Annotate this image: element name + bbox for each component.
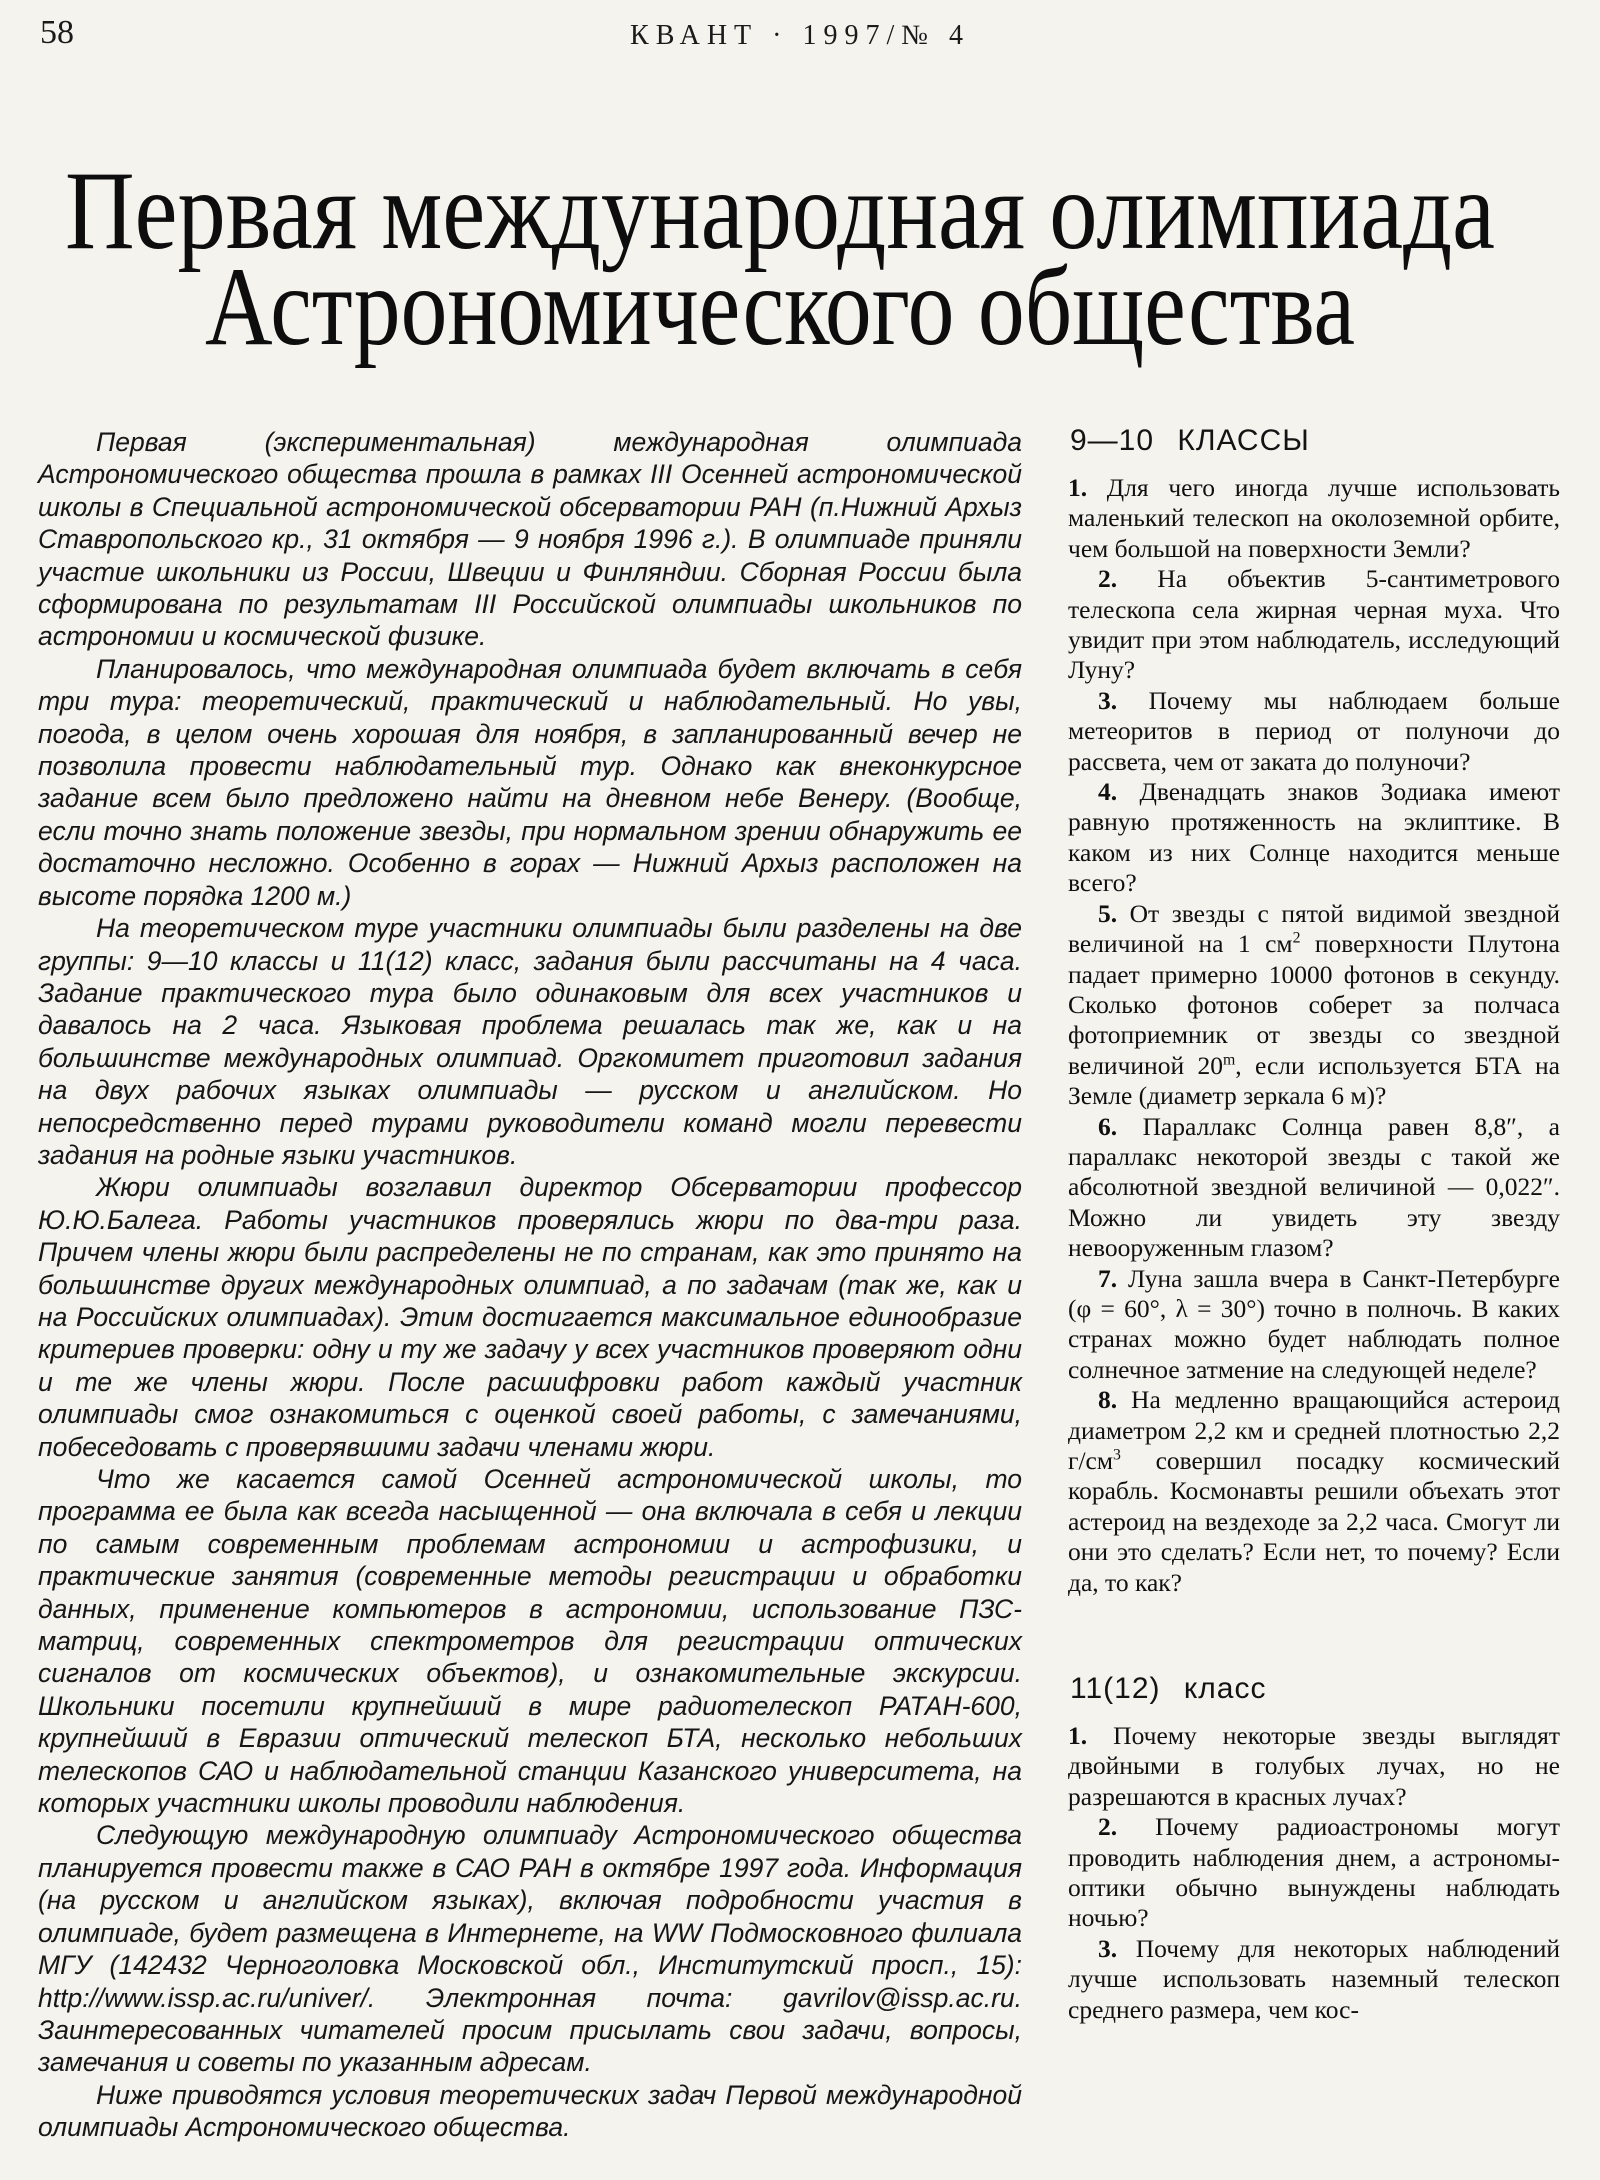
problem-number: 2. — [1098, 564, 1118, 594]
problem: 3. Почему для некоторых наблюдений лучше использовать наземный телескоп среднего размера, чем кос- — [1068, 1933, 1560, 2024]
problem-list-11-12 — [1068, 1721, 1560, 2025]
problem-number: 1. — [1068, 473, 1088, 502]
problem-number: 6. — [1098, 1111, 1118, 1141]
problem: 4. Двенадцать знаков Зодиака имеют равную протяженность на эклиптике. В каком из них Солнце находится меньше всего? — [1068, 777, 1560, 898]
problems-column — [1068, 424, 1560, 2025]
section-heading-11-12-klass: 11(12) класс — [1070, 1672, 1267, 1706]
problem-number: 4. — [1098, 777, 1118, 807]
problem: 2. На объектив 5-сантиметрового телескопа села жирная черная муха. Что увидит при этом наблюдатель, исследующий Луну? — [1068, 564, 1561, 685]
problem-number: 8. — [1098, 1385, 1118, 1415]
problem-number: 3. — [1098, 1933, 1118, 1963]
intro-paragraph: Жюри олимпиады возглавил директор Обсерватории профессор Ю.Ю.Балега. Работы участников проверялись жюри по два-три раза. Причем члены жюри были распределены не по странам, как это принято на большинстве других международных олимпиад, а по задачам (так же, как и на Российских олимпиадах). Этим достигается максимальное единообразие критериев проверки: одну и ту же задачу у всех участников проверяют одни и те же члены жюри. После расшифровки работ каждый участник олимпиады смог ознакомиться с оценкой своей работы, с замечаниями, побеседовать с проверявшими задачи членами жюри. — [38, 1172, 1022, 1462]
intro-paragraph: Что же касается самой Осенней астрономической школы, то программа ее была как всегда насыщенной — она включала в себя и лекции по самым современным проблемам астрономии и астрофизики, и практические занятия (современные методы регистрации и обработки данных, применение компьютеров в астрономии, использование ПЗС-матриц, современных спектрометров для регистрации оптических сигналов от космических объектов), и ознакомительные экскурсии. Школьники посетили крупнейший в мире радиотелескоп РАТАН-600, крупнейший в Евразии оптический телескоп БТА, несколько небольших телескопов САО и наблюдательной станции Казанского университета, на которых участники школы проводили наблюдения. — [38, 1464, 1022, 1819]
article-title-line-2: Астрономического общества — [205, 245, 1355, 369]
superscript: 2 — [1292, 929, 1301, 947]
problem: 8. На медленно вращающийся астероид диаметром 2,2 км и средней плотностью 2,2 $г/см^3$ совершил посадку космический корабль. Космонавты решили объехать этот астероид на вездеходе за 2,2 часа. Смогут ли они это сделать? Если нет, то почему? Если да, то как? — [1068, 1385, 1560, 1597]
problem-number: 7. — [1098, 1263, 1118, 1293]
intro-paragraph: Планировалось, что международная олимпиада будет включать в себя три тура: теоретический, практический и наблюдательный. Но увы, погода, в целом очень хорошая для ноября, в запланированный вечер не позволила провести наблюдательный тур. Однако как внеконкурсное задание всем было предложено найти на дневном небе Венеру. (Вообще, если точно знать положение звезды, при нормальном зрении обнаружить ее достаточно несложно. Особенно в горах — Нижний Архыз расположен на высоте порядка 1200 м.) — [38, 653, 1022, 911]
intro-paragraph: Ниже приводятся условия теоретических задач Первой международной олимпиады Астрономического общества. — [38, 2079, 1022, 2143]
problem: 2. Почему радиоастрономы могут проводить наблюдения днем, а астрономы-оптики обычно вынуждены наблюдать ночью? — [1068, 1812, 1560, 1933]
article-title — [0, 86, 1600, 386]
superscript: m — [1222, 1051, 1236, 1069]
intro-paragraph: Следующую международную олимпиаду Астрономического общества планируется провести также в САО РАН в октябре 1997 года. Информация (на русском и английском языках), включая подробности участия в олимпиаде, будет размещена в Интернете, на WW Подмосковного филиала МГУ (142432 Черноголовка Московской обл., Институтский просп., 15): http://www.issp.ac.ru/univer/. Электронная почта: gavrilov@issp.ac.ru. Заинтересованных читателей просим присылать свои задачи, вопросы, замечания и советы по указанным адресам. — [38, 1820, 1022, 2078]
problem: 1. Для чего иногда лучше использовать маленький телескоп на околоземной орбите, чем большой на поверхности Земли? — [1068, 473, 1561, 563]
problem-number: 1. — [1068, 1721, 1088, 1751]
problem: 5. От звезды с пятой видимой звездной величиной на 1 $см^2$ поверхности Плутона падает примерно 10000 фотонов в секунду. Сколько фотонов соберет за полчаса фотоприемник от звезды со звездной величиной 20$^m$, если используется БТА на Земле (диаметр зеркала 6 м)? — [1068, 898, 1560, 1111]
problem-number: 5. — [1098, 898, 1118, 928]
intro-column — [38, 426, 1022, 2144]
article-title-line-1: Первая международная олимпиада — [65, 149, 1495, 273]
problem: 3. Почему мы наблюдаем больше метеоритов в период от полуночи до рассвета, чем от заката до полуночи? — [1068, 685, 1560, 776]
problem: 1. Почему некоторые звезды выглядят двойными в голубых лучах, но не разрешаются в красных лучах? — [1068, 1721, 1561, 1811]
problem: 6. Параллакс Солнца равен 8,8″, а параллакс некоторой звезды с такой же абсолютной звездной величиной — 0,022″. Можно ли увидеть эту звезду невооруженным глазом? — [1068, 1111, 1560, 1263]
intro-paragraph: На теоретическом туре участники олимпиады были разделены на две группы: 9—10 классы и 11(12) класс, задания были рассчитаны на 4 часа. Задание практического тура было одинаковым для всех участников и давалось на 2 часа. Языковая проблема решалась так же, как и на большинстве международных олимпиад. Оргкомитет приготовил задания на двух рабочих языках олимпиады — русском и английском. Но непосредственно перед турами руководители команд могли перевести задания на родные языки участников. — [38, 913, 1022, 1170]
superscript: 3 — [1113, 1446, 1121, 1464]
problem-number: 2. — [1098, 1812, 1118, 1842]
page-number: 58 — [40, 14, 74, 51]
problem-number: 3. — [1098, 685, 1118, 715]
intro-paragraph: Первая (экспериментальная) международная олимпиада Астрономического общества прошла в рамках III Осенней астрономической школы в Специальной астрономической обсерватории РАН (п.Нижний Архыз Ставропольского кр., 31 октября — 9 ноября 1996 г.). В олимпиаде приняли участие школьники из России, Швеции и Финляндии. Сборная России была сформирована по результатам III Российской олимпиады школьников по астрономии и космической физике. — [38, 427, 1022, 652]
section-heading-9-10-klassy: 9—10 КЛАССЫ — [1070, 424, 1310, 457]
problem-list-9-10 — [1068, 473, 1560, 1598]
problem: 7. Луна зашла вчера в Санкт-Петербурге (φ = 60°, λ = 30°) точно в полночь. В каких странах можно будет наблюдать полное солнечное затмение на следующей неделе? — [1068, 1263, 1560, 1384]
journal-title: КВАНТ · 1997/№ 4 — [630, 20, 970, 51]
